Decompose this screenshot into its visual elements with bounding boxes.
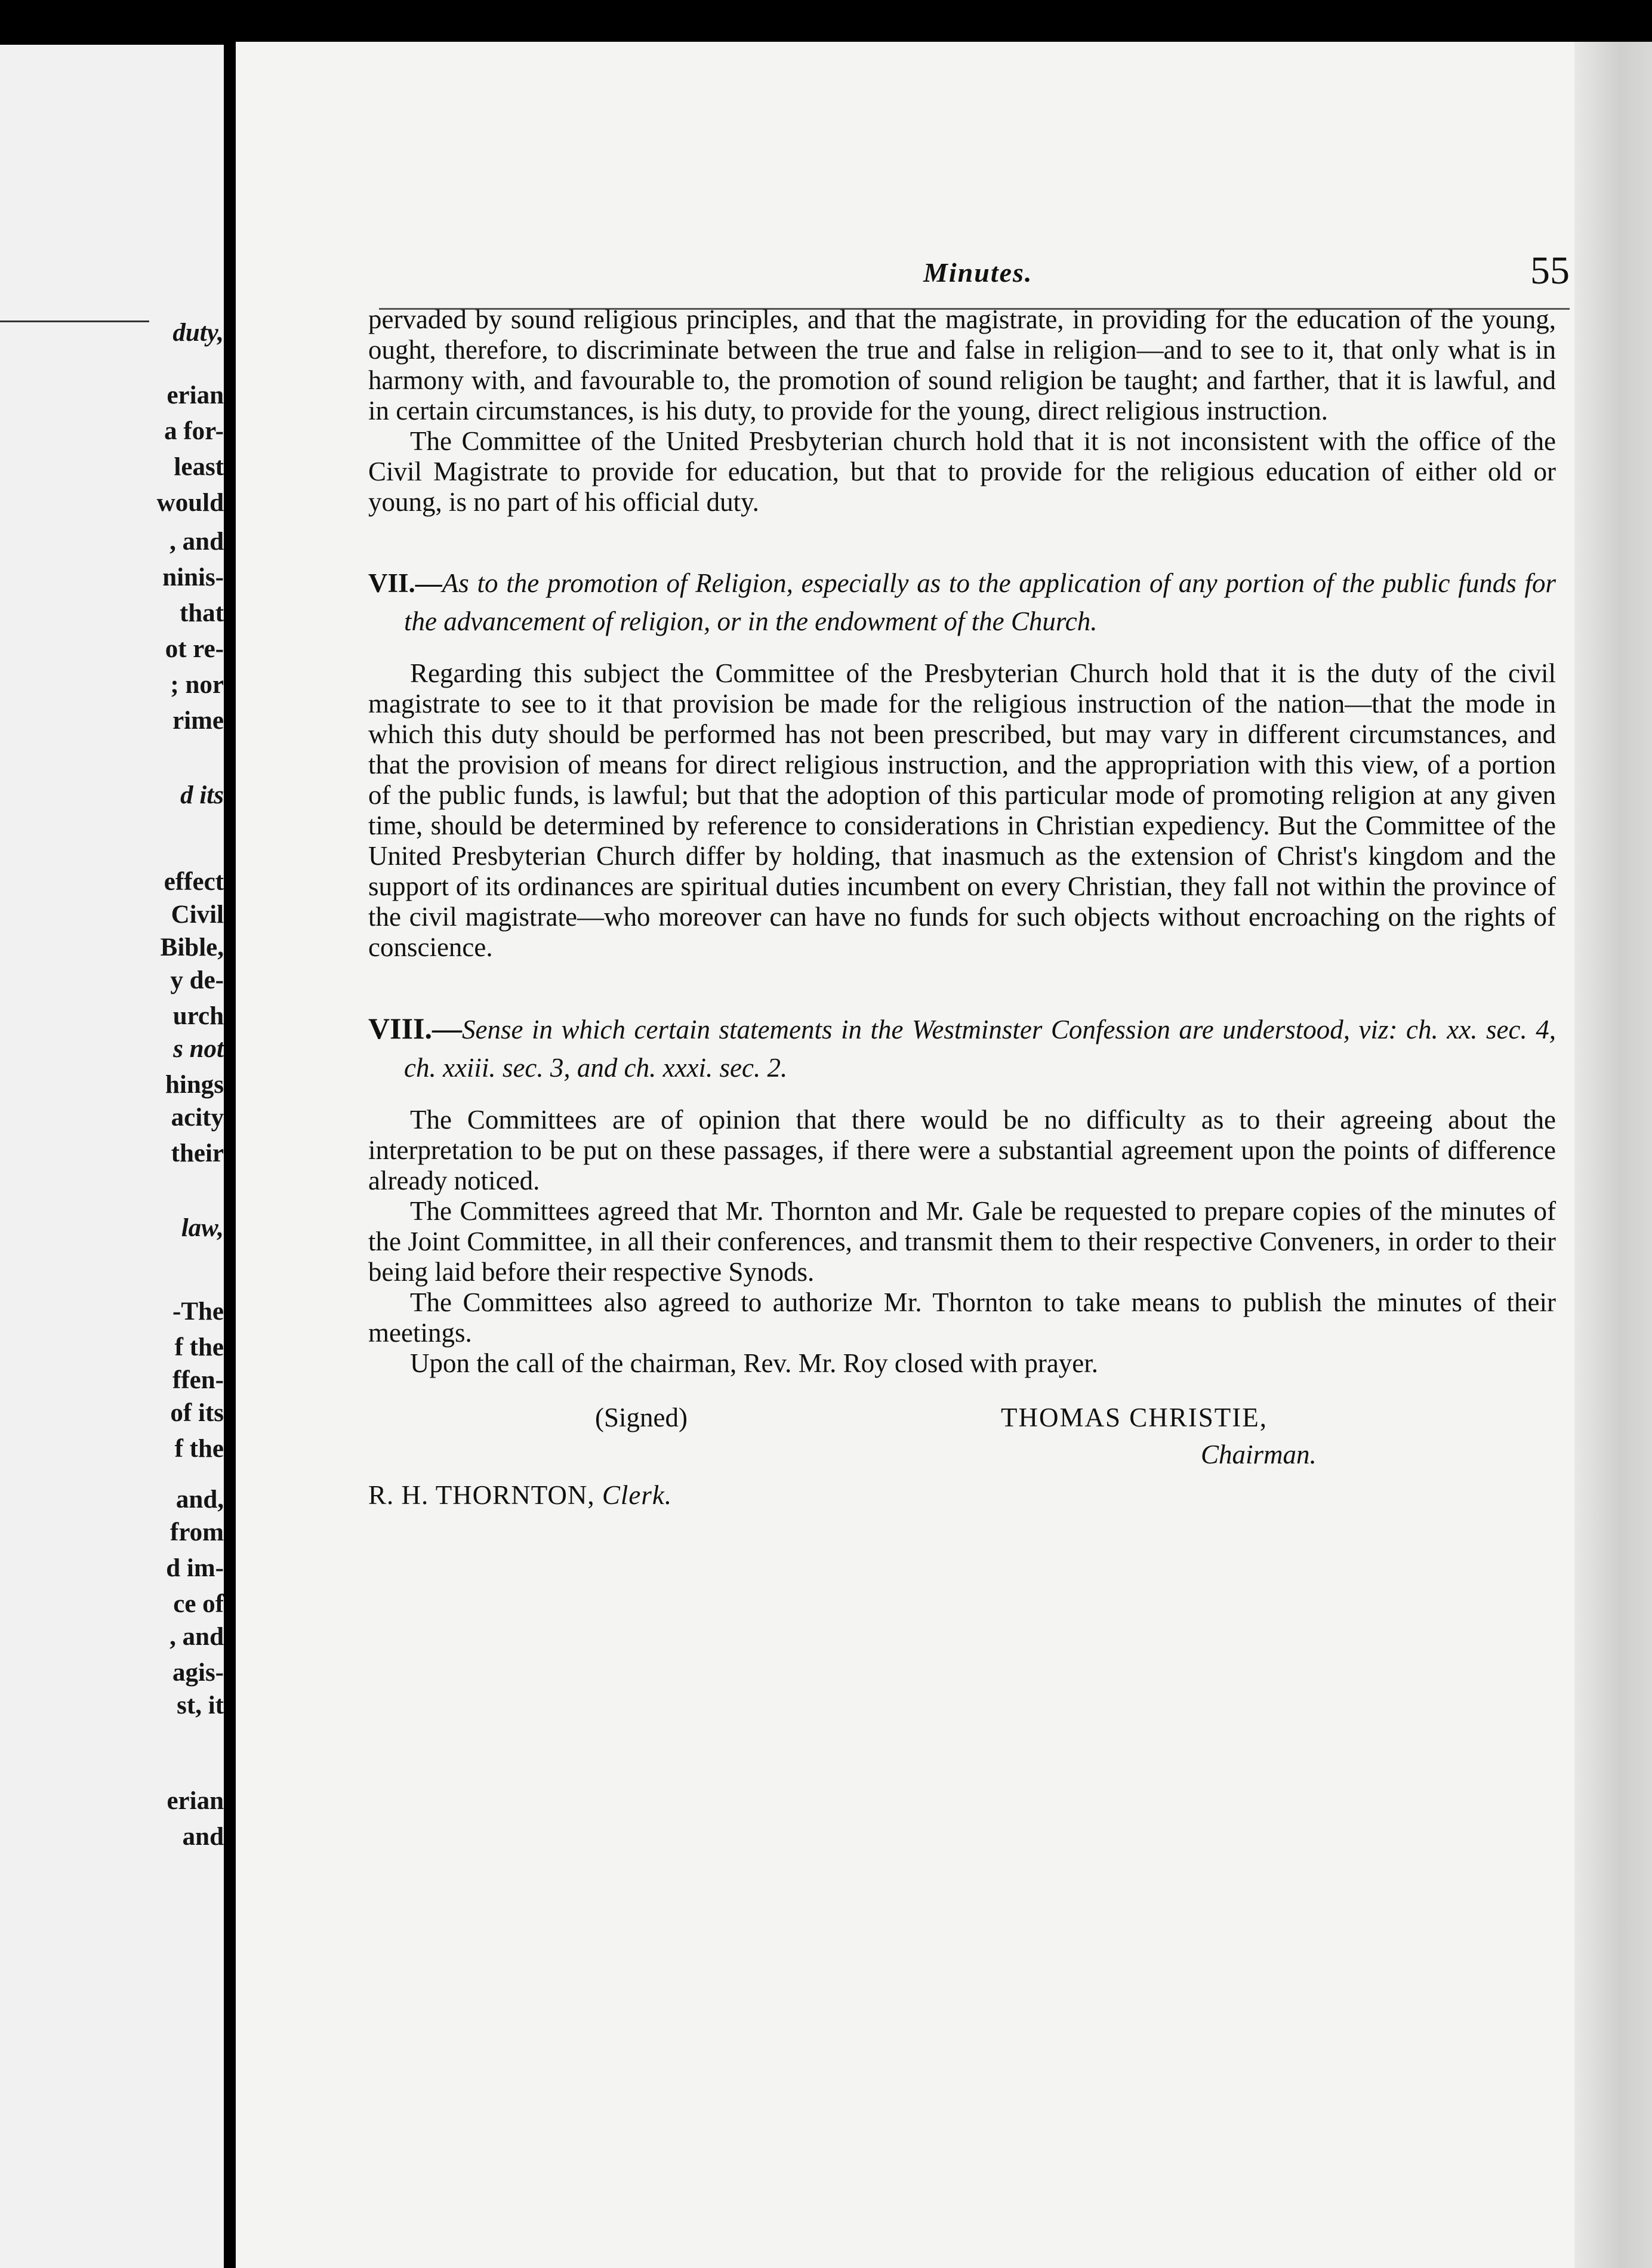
left-page-line: acity xyxy=(171,1104,224,1132)
page-edge-shadow xyxy=(1574,42,1652,2268)
left-page-line: agis- xyxy=(172,1659,224,1687)
left-page-line: least xyxy=(174,453,224,481)
paragraph: pervaded by sound religious principles, and that the magistrate, in providing for the education of the young, ought, therefore, to discriminate between the true and false in religion—and to see to it, that only what is in harmony with, and favourable to, the promotion of sound religion be taught; and farther, that it is lawful, and in certain circumstances, is his duty, to provide for the young, direct religious instruction. xyxy=(368,304,1556,426)
left-page-line: , and xyxy=(169,1623,224,1651)
left-page-line: ; nor xyxy=(170,671,224,699)
left-page-line: hings xyxy=(165,1071,224,1099)
left-page-line: f the xyxy=(174,1333,224,1361)
left-page-line: ce of xyxy=(173,1590,224,1618)
left-page-line: f the xyxy=(174,1435,224,1463)
left-page-line: erian xyxy=(167,1787,224,1815)
left-page-line: that xyxy=(179,599,224,627)
clerk-name: R. H. THORNTON, xyxy=(368,1480,595,1510)
section-heading-viii xyxy=(368,1009,1556,1087)
left-page-line: Civil xyxy=(171,901,224,929)
left-page-line: and xyxy=(182,1823,224,1851)
section-title: As to the promotion of Religion, especially as to the application of any portion of the public funds for the advancement of religion, or in the endowment of the Church. xyxy=(404,568,1556,636)
left-page-line: effect xyxy=(164,868,224,896)
left-page-line: , and xyxy=(169,528,224,556)
signed-label: (Signed) xyxy=(595,1403,688,1432)
left-page-line: their xyxy=(171,1139,224,1167)
section-title: Sense in which certain statements in the Westminster Confession are understood, viz: ch. xx. sec. 4, ch. xxiii. sec. 3, and ch. xxxi. sec. 2. xyxy=(404,1015,1556,1083)
left-page-line: and, xyxy=(175,1486,224,1514)
left-page-line: ot re- xyxy=(165,635,224,663)
left-page-line: would xyxy=(156,489,224,517)
left-page-line: of its xyxy=(170,1399,224,1427)
clerk-signature xyxy=(368,1480,672,1511)
chairman-title: Chairman. xyxy=(1201,1440,1317,1469)
left-page-line: a for- xyxy=(164,417,224,445)
left-page-line: d im- xyxy=(166,1554,224,1582)
paragraph: Upon the call of the chairman, Rev. Mr. Roy closed with prayer. xyxy=(410,1348,1099,1378)
paragraph: The Committees agreed that Mr. Thornton and Mr. Gale be requested to prepare copies of the minutes of the Joint Committee, in all their conferences, and transmit them to their respective Conveners, in order to their being laid before their respective Synods. xyxy=(368,1196,1556,1287)
paragraph: The Committees also agreed to authorize Mr. Thornton to take means to publish the minutes of their meetings. xyxy=(368,1287,1556,1348)
left-page-line: from xyxy=(170,1518,224,1546)
section-number: VII.— xyxy=(368,568,442,598)
left-page-line: law, xyxy=(181,1214,224,1242)
left-page-line: urch xyxy=(172,1002,224,1030)
left-page-line: ffen- xyxy=(172,1366,224,1394)
section-heading-vii xyxy=(368,564,1556,640)
left-page-line: ninis- xyxy=(162,563,224,591)
paragraph: The Committee of the United Presbyterian church hold that it is not inconsistent with the office of the Civil Magistrate to provide for education, but that to provide for the religious education of either old or young, is no part of his official duty. xyxy=(368,426,1556,517)
left-page-line: s not xyxy=(173,1035,224,1063)
page-number: 55 xyxy=(1530,249,1570,292)
clerk-title: Clerk. xyxy=(602,1480,673,1510)
left-page-line: y de- xyxy=(170,966,224,994)
paragraph: The Committees are of opinion that there would be no difficulty as to their agreeing about the interpretation to be put on these passages, if there were a substantial agreement upon the points of difference already noticed. xyxy=(368,1105,1556,1195)
chairman-name: THOMAS CHRISTIE, xyxy=(1001,1403,1268,1432)
left-page-line: st, it xyxy=(177,1691,224,1720)
left-page-fragment xyxy=(0,45,224,2268)
left-page-line: d its xyxy=(180,781,224,809)
left-page-line: duty, xyxy=(172,319,224,347)
left-page-line: erian xyxy=(167,381,224,409)
left-page-line: rime xyxy=(172,707,224,735)
signature-block xyxy=(368,1403,1556,1582)
paragraph: Regarding this subject the Committee of the Presbyterian Church hold that it is the duty of the civil magistrate to see to it that provision be made for the religious instruction of the nation—that the mode in which this duty should be performed has not been prescribed, but may vary in different circumstances, and that the provision of means for direct religious instruction, and the appropriation with this view, of a portion of the public funds, is lawful; but that the adoption of this particular mode of promoting religion at any given time, should be determined by reference to considerations in Christian expediency. But the Committee of the United Presbyterian Church differ by holding, that inasmuch as the extension of Christ's kingdom and the support of its ordinances are spiritual duties incumbent on every Christian, they fall not within the province of the civil magistrate—who moreover can have no funds for such objects without encroaching on the rights of conscience. xyxy=(368,658,1556,962)
running-head: Minutes. xyxy=(923,257,1033,288)
left-page-header-rule xyxy=(0,321,149,322)
main-page xyxy=(236,42,1652,2268)
section-number: VIII.— xyxy=(368,1012,462,1045)
left-page-line: Bible, xyxy=(160,933,224,962)
page-body xyxy=(368,304,1556,1582)
left-page-line: -The xyxy=(172,1298,224,1326)
